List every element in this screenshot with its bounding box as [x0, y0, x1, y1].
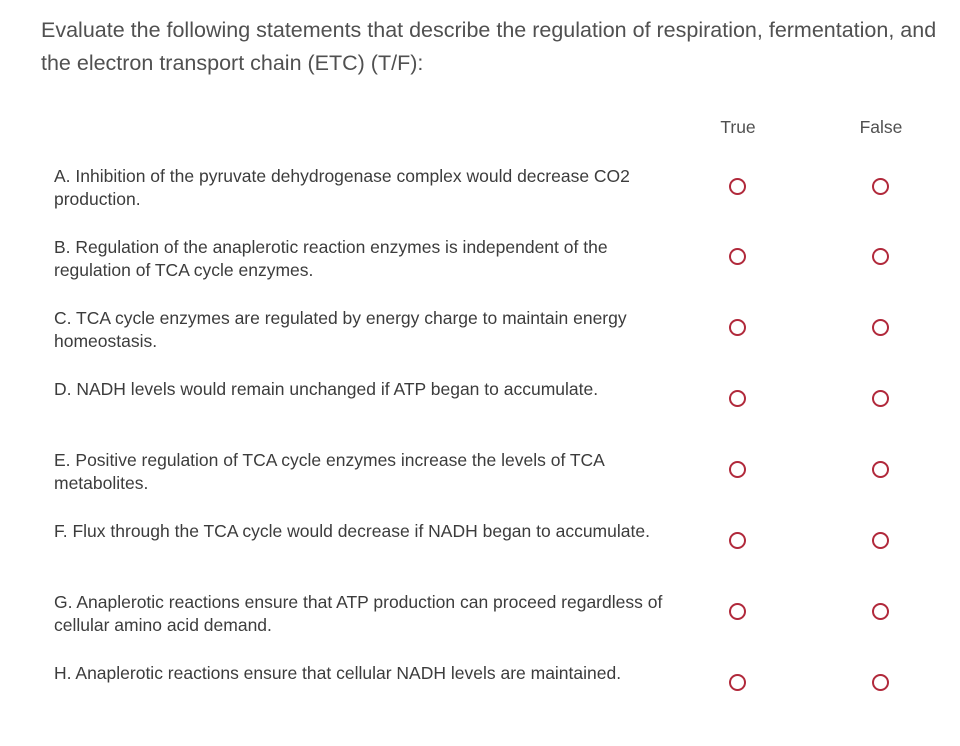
radio-false-g[interactable] — [872, 603, 889, 620]
radio-false-d[interactable] — [872, 390, 889, 407]
statement-text-h: H. Anaplerotic reactions ensure that cellular NADH levels are maintained. — [54, 663, 622, 683]
radio-true-g[interactable] — [729, 603, 746, 620]
radio-true-e[interactable] — [729, 461, 746, 478]
statement-text-c: C. TCA cycle enzymes are regulated by energy charge to maintain energy homeostasis. — [54, 308, 627, 351]
column-header-false: False — [859, 117, 903, 137]
radio-true-d[interactable] — [729, 390, 746, 407]
statement-text-g: G. Anaplerotic reactions ensure that ATP production can proceed regardless of cellular amino acid demand. — [54, 592, 663, 635]
radio-true-a[interactable] — [729, 178, 746, 195]
statement-row-c — [0, 307, 960, 367]
statement-row-g — [0, 591, 960, 651]
column-header-true: True — [720, 117, 756, 137]
statement-text-d: D. NADH levels would remain unchanged if ATP began to accumulate. — [54, 379, 599, 399]
statement-text-b: B. Regulation of the anaplerotic reaction enzymes is independent of the regulation of TCA cycle enzymes. — [54, 237, 608, 280]
statement-text-f: F. Flux through the TCA cycle would decrease if NADH began to accumulate. — [54, 521, 650, 541]
radio-false-h[interactable] — [872, 674, 889, 691]
radio-true-c[interactable] — [729, 319, 746, 336]
radio-false-f[interactable] — [872, 532, 889, 549]
statement-row-e — [0, 449, 960, 509]
question-prompt: Evaluate the following statements that describe the regulation of respiration, fermentation, and the electron transport chain (ETC) (T/F): — [41, 18, 937, 75]
statement-row-b — [0, 236, 960, 296]
statement-row-h — [0, 662, 960, 722]
statement-row-f — [0, 520, 960, 580]
radio-true-f[interactable] — [729, 532, 746, 549]
radio-false-a[interactable] — [872, 178, 889, 195]
radio-true-h[interactable] — [729, 674, 746, 691]
radio-false-b[interactable] — [872, 248, 889, 265]
statement-row-d — [0, 378, 960, 438]
radio-false-e[interactable] — [872, 461, 889, 478]
statement-text-e: E. Positive regulation of TCA cycle enzymes increase the levels of TCA metabolites. — [54, 450, 604, 493]
statement-text-a: A. Inhibition of the pyruvate dehydrogenase complex would decrease CO2 production. — [54, 166, 630, 209]
statement-row-a — [0, 165, 960, 225]
radio-true-b[interactable] — [729, 248, 746, 265]
radio-false-c[interactable] — [872, 319, 889, 336]
